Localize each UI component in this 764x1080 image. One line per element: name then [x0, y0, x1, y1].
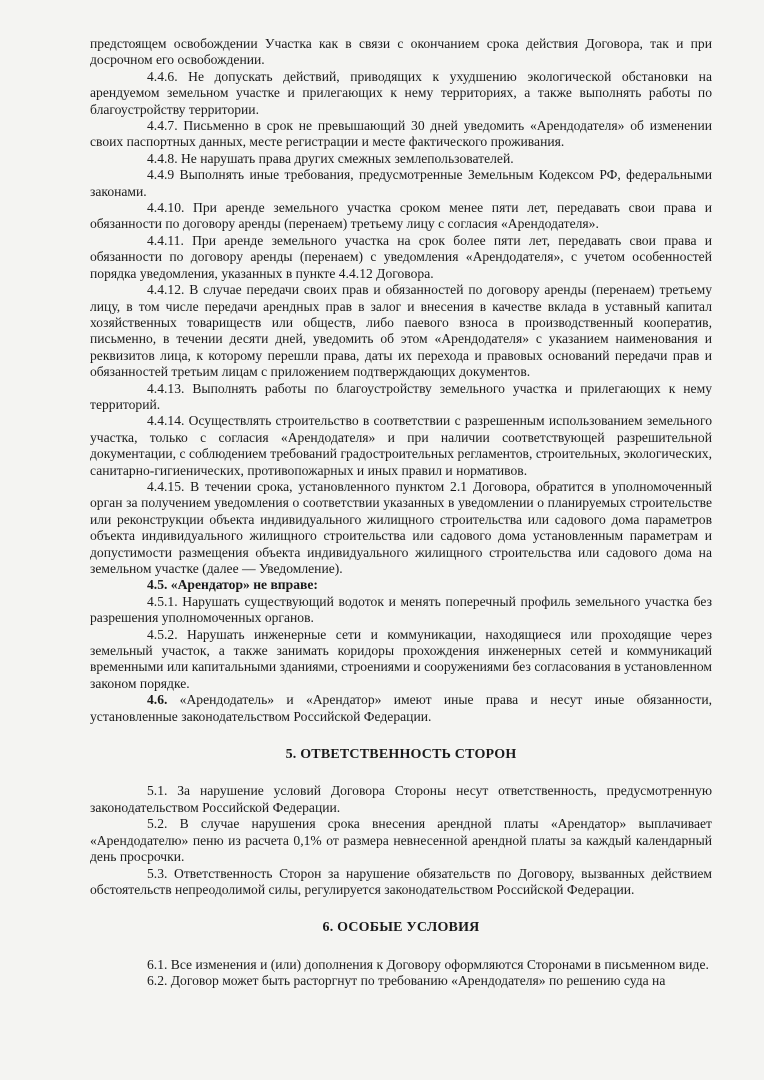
paragraph-4-4-7: 4.4.7. Письменно в срок не превышающий 30 дней уведомить «Арендодателя» об изменении своих паспортных данных, месте регистрации и месте фактического проживания.: [90, 118, 712, 150]
subsection-4-5-heading: 4.5. «Арендатор» не вправе:: [147, 577, 318, 593]
paragraph-4-4-14: 4.4.14. Осуществлять строительство в соответствии с разрешенным использованием земельного участка, только с согласия «Арендодателя» и при наличии соответствующей разрешительной документации, с соблюдением требований градостроительных регламентов, строительных, экологических, санитарно-гигиенических, противопожарных и иных правил и нормативов.: [90, 413, 712, 478]
paragraph-continuation: предстоящем освобождении Участка как в связи с окончанием срока действия Договора, так и при досрочном его освобождении.: [90, 36, 712, 68]
paragraph-4-4-15: 4.4.15. В течении срока, установленного пунктом 2.1 Договора, обратится в уполномоченный орган за получением уведомления о соответствии указанных в уведомлении о планируемых строительстве или реконструкции объекта индивидуального жилищного строительства или садового дома параметров объекта индивидуального жилищного строительства или садового дома установленным параметрам и допустимости размещения объекта индивидуального жилищного строительства или садового дома на земельном участке (далее — Уведомление).: [90, 478, 712, 576]
paragraph-4-4-13: 4.4.13. Выполнять работы по благоустройству земельного участка и прилегающих к нему территорий.: [90, 380, 712, 412]
paragraph-6-2: 6.2. Договор может быть расторгнут по требованию «Арендодателя» по решению суда на: [147, 973, 666, 989]
paragraph-5-2: 5.2. В случае нарушения срока внесения арендной платы «Арендатор» выплачивает «Арендодателю» пеню из расчета 0,1% от размера невнесенной арендной платы за каждый календарный день просрочки.: [90, 816, 712, 865]
section-6-heading: 6. ОСОБЫЕ УСЛОВИЯ: [322, 920, 480, 936]
section-5-heading: 5. ОТВЕТСТВЕННОСТЬ СТОРОН: [285, 747, 517, 763]
paragraph-4-5-2: 4.5.2. Нарушать инженерные сети и коммуникации, находящиеся или проходящие через земельный участок, а также занимать коридоры прохождения инженерных сетей и коммуникаций временными или капитальными зданиями, строениями и сооружениями без согласования в установленном законом порядке.: [90, 626, 712, 691]
paragraph-4-6-number: 4.6.: [147, 692, 168, 708]
paragraph-4-4-6: 4.4.6. Не допускать действий, приводящих к ухудшению экологической обстановки на арендуемом земельном участке и прилегающих к нему территориях, а также выполнять работы по благоустройству территории.: [90, 68, 712, 117]
paragraph-4-4-8: 4.4.8. Не нарушать права других смежных землепользователей.: [147, 150, 514, 166]
paragraph-4-5-1: 4.5.1. Нарушать существующий водоток и менять поперечный профиль земельного участка без разрешения уполномоченных органов.: [90, 593, 712, 626]
paragraph-4-6: [90, 692, 712, 725]
paragraph-4-6-text: «Арендодатель» и «Арендатор» имеют иные права и несут иные обязанности, установленные законодательством Российской Федерации.: [90, 692, 712, 724]
paragraph-4-4-9: 4.4.9 Выполнять иные требования, предусмотренные Земельным Кодексом РФ, федеральными законами.: [90, 167, 712, 199]
paragraph-4-4-12: 4.4.12. В случае передачи своих прав и обязанностей по договору аренды (перенаем) третьему лицу, в том числе передачи арендных прав в залог и внесения в качестве вклада в уставный капитал хозяйственных товариществ или обществ, либо паевого взноса в производственный кооператив, письменно, в течении десяти дней, уведомить об этом «Арендодателя» с указанием наименования и реквизитов лица, к которому перешли права, даты их перехода и правовых оснований передачи прав и обязанностей третьим лицам с приложением подтверждающих документов.: [90, 282, 712, 380]
paragraph-5-1: 5.1. За нарушение условий Договора Стороны несут ответственность, предусмотренную законодательством Российской Федерации.: [90, 783, 712, 815]
paragraph-4-4-10: 4.4.10. При аренде земельного участка сроком менее пяти лет, передавать свои права и обязанности по договору аренды (перенаем) третьему лицу с согласия «Арендодателя».: [90, 200, 712, 232]
paragraph-6-1: 6.1. Все изменения и (или) дополнения к Договору оформляются Сторонами в письменном виде.: [147, 956, 709, 972]
paragraph-4-4-11: 4.4.11. При аренде земельного участка на срок более пяти лет, передавать свои права и обязанности по договору аренды (перенаем) с уведомления «Арендодателя», с учетом особенностей порядка уведомления, указанных в пункте 4.4.12 Договора.: [90, 232, 712, 281]
paragraph-5-3: 5.3. Ответственность Сторон за нарушение обязательств по Договору, вызванных действием обстоятельств непреодолимой силы, регулируется законодательством Российской Федерации.: [90, 865, 712, 897]
